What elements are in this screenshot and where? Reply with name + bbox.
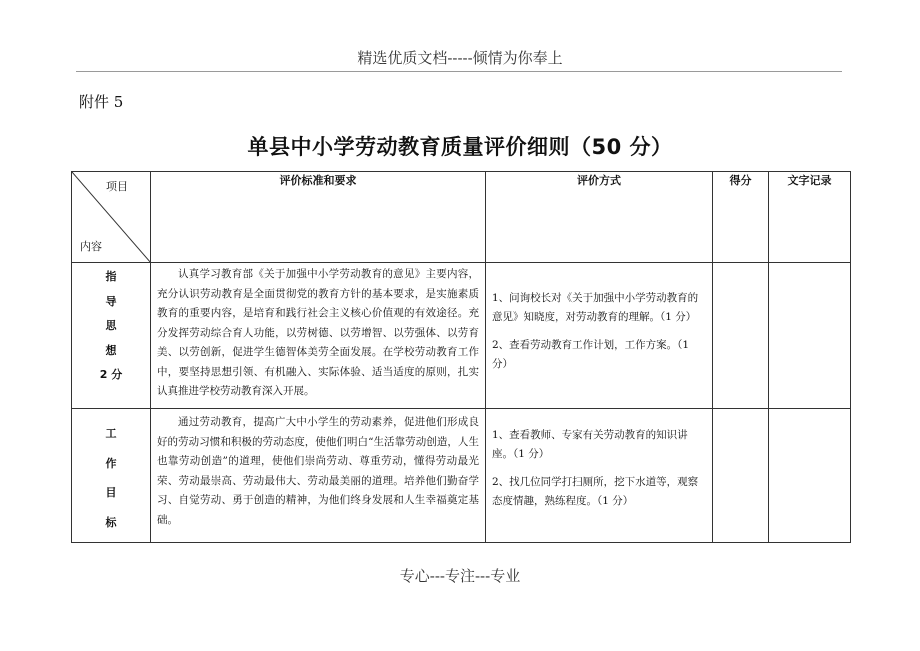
column-header-score: 得分: [713, 172, 769, 263]
standard-text-cell: 通过劳动教育，提高广大中小学生的劳动素养，促进他们形成良好的劳动习惯和积极的劳动态度，使他们明白“生活靠劳动创造，人生也靠劳动创造”的道理，使他们崇尚劳动、尊重劳动，懂得劳动最光荣、劳动最崇高、劳动最伟大、劳动最美丽的道理。培养他们勤奋学习、自觉劳动、勇于创造的精神，为他们终身发展和人生幸福奠定基础。: [151, 409, 486, 543]
method-item: 1、问询校长对《关于加强中小学劳动教育的意见》知晓度，对劳动教育的理解。（1 分）: [492, 292, 699, 323]
method-item: 2、找几位同学打扫厕所，挖下水道等，观察态度情趣，熟练程度。（1 分）: [492, 476, 699, 507]
row-label-char: 想: [105, 343, 117, 357]
column-header-standard: 评价标准和要求: [151, 172, 486, 263]
table-header-row: [72, 172, 851, 263]
method-cell: [486, 263, 713, 409]
page-footer: 专心---专注---专业: [399, 567, 521, 585]
row-label-points: 2 分: [99, 368, 123, 381]
method-cell: [486, 409, 713, 543]
row-label-char: 作: [105, 456, 117, 470]
row-label-char: 导: [105, 294, 117, 308]
diagonal-header-top: 项目: [106, 180, 128, 193]
row-label-guiding-thought: [72, 263, 151, 409]
row-label-work-goals: [72, 409, 151, 543]
row-label-char: 目: [105, 486, 117, 499]
column-header-record: 文字记录: [769, 172, 851, 263]
header-divider: [76, 71, 842, 72]
column-header-method: 评价方式: [486, 172, 713, 263]
row-label-char: 标: [105, 515, 117, 529]
page-header: 精选优质文档-----倾情为你奉上: [357, 49, 563, 67]
table-row: [72, 409, 851, 543]
table-row: [72, 263, 851, 409]
diagonal-header-bottom: 内容: [80, 240, 102, 253]
record-cell: [769, 409, 851, 543]
row-label-char: 工: [105, 427, 117, 440]
row-label-char: 思: [105, 319, 117, 332]
score-cell: [713, 263, 769, 409]
standard-text-cell: 认真学习教育部《关于加强中小学劳动教育的意见》主要内容，充分认识劳动教育是全面贯彻党的教育方针的基本要求，是实施素质教育的重要内容，是培育和践行社会主义核心价值观的有效途径。充分发挥劳动综合育人功能，以劳树德、以劳增智、以劳强体、以劳育美、以劳创新，促进学生德智体美劳全面发展。在学校劳动教育工作中，要坚持思想引领、有机融入、实际体验、适当适度的原则，扎实认真推进学校劳动教育深入开展。: [151, 263, 486, 409]
row-label-char: 指: [105, 270, 117, 283]
evaluation-table: [71, 171, 851, 543]
method-item: 1、查看教师、专家有关劳动教育的知识讲座。（1 分）: [492, 429, 688, 460]
record-cell: [769, 263, 851, 409]
attachment-label: 附件 5: [79, 93, 124, 111]
diagonal-header-cell: [72, 172, 151, 263]
score-cell: [713, 409, 769, 543]
document-title: 单县中小学劳动教育质量评价细则（50 分）: [247, 135, 673, 159]
method-item: 2、查看劳动教育工作计划，工作方案。（1 分）: [492, 339, 690, 370]
